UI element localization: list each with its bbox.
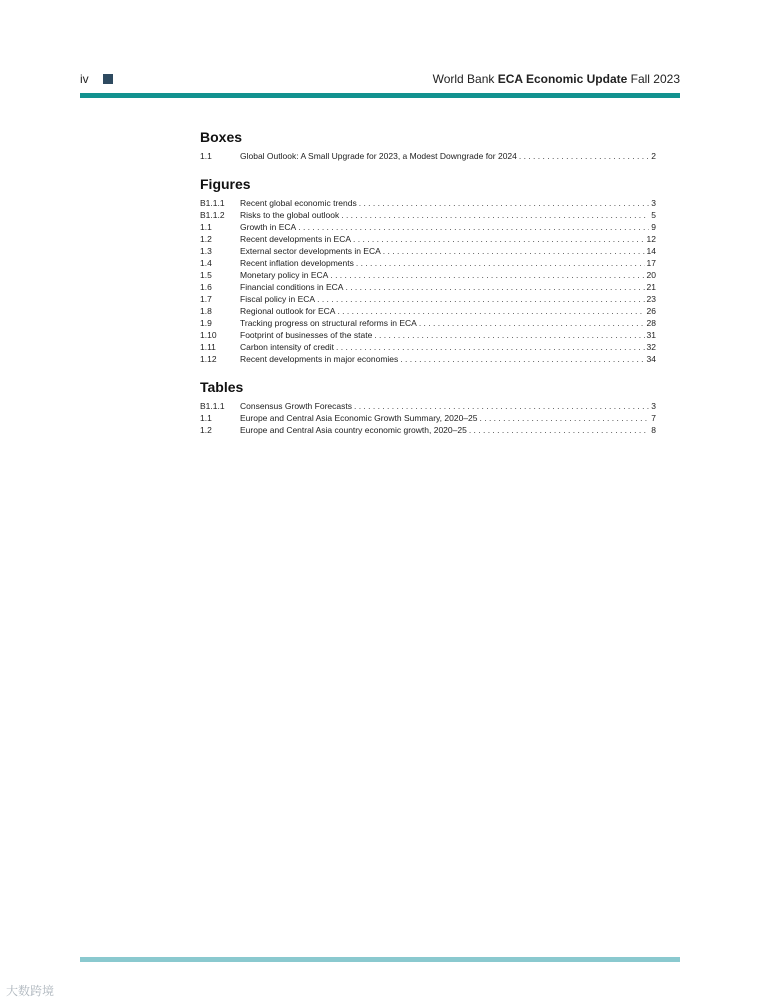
header-rule <box>80 93 680 98</box>
toc-entry[interactable] <box>200 150 656 162</box>
dot-leader <box>469 424 649 436</box>
entry-number: 1.2 <box>200 425 212 435</box>
entry-title: Europe and Central Asia country economic growth, 2020–25 <box>240 425 467 435</box>
toc-entry[interactable] <box>200 293 656 305</box>
entry-page-number: 3 <box>651 198 656 208</box>
entry-number: 1.1 <box>200 151 212 161</box>
page-number: iv <box>80 72 89 86</box>
entry-number: 1.10 <box>200 330 217 340</box>
entry-title: Consensus Growth Forecasts <box>240 401 352 411</box>
entry-number: 1.5 <box>200 270 212 280</box>
entry-page-number: 34 <box>646 354 656 364</box>
entry-number: 1.7 <box>200 294 212 304</box>
entry-title: Recent developments in ECA <box>240 234 352 244</box>
entry-number: 1.3 <box>200 246 212 256</box>
entry-number: 1.4 <box>200 258 212 268</box>
dot-leader <box>419 317 645 329</box>
entry-title: Carbon intensity of credit <box>240 342 335 352</box>
dot-leader <box>298 221 649 233</box>
running-title-bold: ECA Economic Update <box>497 72 628 86</box>
toc-entry[interactable] <box>200 329 656 341</box>
dot-leader <box>480 412 650 424</box>
dot-leader <box>317 293 644 305</box>
entry-title: Recent inflation developments <box>240 258 354 268</box>
toc-entry[interactable] <box>200 209 656 221</box>
entry-number: 1.2 <box>200 234 212 244</box>
watermark-logo <box>6 982 54 999</box>
watermark-text: 大数跨境 <box>6 984 55 998</box>
section-heading: Boxes <box>200 129 243 145</box>
running-title-prefix: World Bank <box>432 72 498 86</box>
dot-leader <box>359 197 650 209</box>
toc-entry[interactable] <box>200 341 656 353</box>
entry-page-number: 20 <box>646 270 656 280</box>
entry-page-number: 12 <box>646 234 656 244</box>
entry-page-number: 32 <box>646 342 656 352</box>
dot-leader <box>341 209 649 221</box>
toc-entry[interactable] <box>200 257 656 269</box>
entry-title: External sector developments in ECA <box>240 246 381 256</box>
entry-page-number: 21 <box>646 282 656 292</box>
entry-number: B1.1.2 <box>200 210 225 220</box>
dot-leader <box>345 281 644 293</box>
entry-page-number: 5 <box>651 210 656 220</box>
entry-title: Footprint of businesses of the state <box>240 330 373 340</box>
entry-number: B1.1.1 <box>200 401 225 411</box>
entry-title: Monetary policy in ECA <box>240 270 329 280</box>
dot-leader <box>354 400 649 412</box>
running-title <box>433 72 680 86</box>
toc-section-tables <box>200 378 656 436</box>
entry-page-number: 8 <box>651 425 656 435</box>
entry-page-number: 2 <box>651 151 656 161</box>
entry-number: 1.1 <box>200 222 212 232</box>
toc-entry[interactable] <box>200 317 656 329</box>
toc-entry[interactable] <box>200 269 656 281</box>
toc-section-figures <box>200 175 656 365</box>
entry-title: Fiscal policy in ECA <box>240 294 316 304</box>
entry-page-number: 9 <box>651 222 656 232</box>
page-marker-square-icon <box>103 74 113 84</box>
dot-leader <box>519 150 649 162</box>
entry-title: Recent global economic trends <box>240 198 357 208</box>
dot-leader <box>353 233 645 245</box>
page-header <box>80 72 680 88</box>
entry-title: Financial conditions in ECA <box>240 282 344 292</box>
entry-number: 1.12 <box>200 354 217 364</box>
entry-title: Europe and Central Asia Economic Growth Summary, 2020–25 <box>240 413 478 423</box>
section-heading: Figures <box>200 176 251 192</box>
entry-title: Growth in ECA <box>240 222 297 232</box>
table-of-contents <box>200 128 656 449</box>
entry-title: Tracking progress on structural reforms in ECA <box>240 318 417 328</box>
entry-number: 1.6 <box>200 282 212 292</box>
toc-entry[interactable] <box>200 281 656 293</box>
dot-leader <box>330 269 644 281</box>
toc-entry[interactable] <box>200 233 656 245</box>
entry-page-number: 23 <box>646 294 656 304</box>
footer-rule <box>80 957 680 962</box>
entry-page-number: 14 <box>646 246 656 256</box>
toc-section-boxes <box>200 128 656 162</box>
dot-leader <box>336 341 645 353</box>
toc-entry[interactable] <box>200 353 656 365</box>
entry-page-number: 26 <box>646 306 656 316</box>
entry-number: B1.1.1 <box>200 198 225 208</box>
toc-entry[interactable] <box>200 412 656 424</box>
entry-number: 1.9 <box>200 318 212 328</box>
entry-number: 1.8 <box>200 306 212 316</box>
dot-leader <box>337 305 644 317</box>
toc-entry[interactable] <box>200 400 656 412</box>
entry-title: Regional outlook for ECA <box>240 306 336 316</box>
entry-title: Recent developments in major economies <box>240 354 399 364</box>
section-heading: Tables <box>200 379 244 395</box>
toc-entry[interactable] <box>200 424 656 436</box>
entry-number: 1.11 <box>200 342 216 352</box>
entry-page-number: 17 <box>646 258 656 268</box>
dot-leader <box>374 329 644 341</box>
running-title-suffix: Fall 2023 <box>627 72 680 86</box>
entry-number: 1.1 <box>200 413 212 423</box>
entry-page-number: 28 <box>646 318 656 328</box>
toc-entry[interactable] <box>200 197 656 209</box>
entry-page-number: 7 <box>651 413 656 423</box>
entry-title: Global Outlook: A Small Upgrade for 2023, a Modest Downgrade for 2024 <box>240 151 517 161</box>
toc-entry[interactable] <box>200 305 656 317</box>
dot-leader <box>356 257 645 269</box>
entry-page-number: 3 <box>651 401 656 411</box>
toc-entry[interactable] <box>200 245 656 257</box>
toc-entry[interactable] <box>200 221 656 233</box>
dot-leader <box>383 245 645 257</box>
entry-page-number: 31 <box>646 330 656 340</box>
dot-leader <box>400 353 644 365</box>
entry-title: Risks to the global outlook <box>240 210 340 220</box>
